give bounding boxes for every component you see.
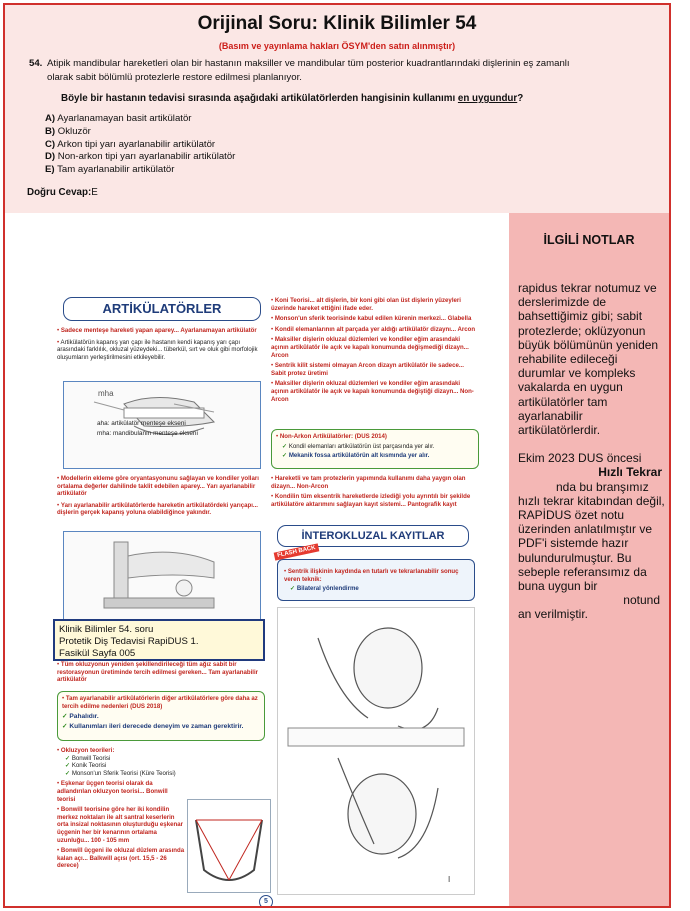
book-line: • Non-Arkon Artikülatörler: (DUS 2014) — [276, 433, 387, 440]
question-number: 54. — [29, 58, 43, 69]
notes-text — [518, 281, 666, 636]
caption-title: Klinik Bilimler 54. soru — [59, 624, 154, 635]
answer-value: E — [91, 187, 98, 198]
book-line: • Sadece menteşe hareketi yapan aparey... Ayarlanamayan artikülatör — [57, 327, 257, 334]
book-line: • Kondilin tüm eksentrik hareketlerde izlediği yolu ayrıntılı bir şekilde artikülatöre aktarımını sağlayan kayıt sistemi... Pantografik kayıt — [271, 493, 471, 508]
book-line: • Hareketli ve tam protezlerin yapımında kullanımı daha yaygın olan dizayn... Non-Arcon — [271, 475, 466, 490]
tam-ayarlanabilir-box — [57, 691, 265, 741]
option-e[interactable]: E) Tam ayarlanabilir artikülatör — [45, 164, 175, 176]
stem-line-2: olarak sabit bölümlü protezlerle restore edilmesi planlanıyor. — [47, 72, 302, 83]
book-line: ✓ Monson'un Sferik Teorisi (Küre Teorisi) — [65, 769, 176, 777]
source-caption-box — [53, 619, 265, 661]
book-line: • Koni Teorisi... alt dişlerin, bir koni gibi olan üst dişlerin yüzeyleri üzerinde hareket ettiğini ifade eder. — [271, 297, 461, 312]
ask-suffix: ? — [517, 93, 524, 104]
book-line: • Maksiller dişlerin okluzal düzlemleri ve kondiler eğim arasındaki açının artikülatör ile açık ve kapalı konumunda değiştiği dizayn... Non-Arcon — [271, 380, 474, 403]
option-c[interactable]: C) Arkon tipi yarı ayarlanabilir artikülatör — [45, 138, 216, 150]
stem-line-1: Atipik mandibular hareketleri olan bir hastanın maksiller ve mandibular tüm posterior kuadrantlarındaki dişlerinin eş zamanlı — [47, 58, 570, 69]
notes-paragraph-1: rapidus tekrar notumuz ve derslerimizde de bahsettiğimiz gibi; sabit protezlerde; oklüzyonun büyük bölümünün yeniden rehabilite edileceği durumlar ve kompleks vakalarda en uygun artikülatörler tam ayarlanabilir artikülatörlerdir. — [518, 281, 659, 438]
mandible-figure — [187, 799, 271, 893]
page-number: 5 — [259, 895, 273, 908]
book-line: • Tam ayarlanabilir artikülatörlerin diğer artikülatörlere göre daha az tercih edilme nedenleri (DUS 2018) — [62, 695, 258, 710]
book-line: ✓ Konik Teorisi — [65, 762, 107, 770]
figure-caption-aha: aha: artikülatör menteşe ekseni — [97, 420, 186, 427]
question-title: Orijinal Soru: Klinik Bilimler 54 — [197, 13, 477, 34]
book-line: • Sentrik kilit sistemi olmayan Arcon dizayn artikülatör ile sadece... Sabit protez üretimi — [271, 362, 464, 377]
notes-panel — [509, 213, 669, 908]
book-line: • Sentrik ilişkinin kaydında en tutarlı ve tekrarlanabilir sonuç veren teknik: — [284, 568, 459, 583]
book-line: • Eşkenar üçgen teorisi olarak da adlandırılan okluzyon teorisi... Bonwill teorisi — [57, 780, 168, 803]
book-line: • Okluzyon teorileri: — [57, 747, 115, 754]
left-column-top — [57, 327, 263, 361]
left-column-bottom — [57, 747, 185, 870]
heading-artikulatorler: ARTİKÜLATÖRLER — [63, 297, 261, 321]
bilateral-manipulation-illustration — [278, 608, 474, 894]
question-panel — [5, 5, 669, 213]
book-line: ✓ Kondil elemanları artikülatörün üst parçasında yer alır. — [282, 442, 435, 450]
book-line: • Modellerin ekleme göre oryantasyonunu sağlayan ve kondiler yolları ortalama değerler dahilinde taklit edebilen aparey... Yarı ayarlanabilir artikülatör — [57, 475, 259, 498]
flashback-box — [276, 545, 475, 601]
figure-captions — [97, 419, 267, 439]
book-line: • Tüm okluzyonun yeniden şekillendirileceği tüm ağız sabit bir restorasyonun üretiminde tercih edilmesi gereken... Tam ayarlanabilir artikülatör — [57, 661, 259, 684]
option-a[interactable]: A) Ayarlanamayan basit artikülatör — [45, 113, 192, 124]
left-column-middle — [57, 475, 263, 517]
non-arkon-box — [271, 429, 479, 469]
right-column-middle — [271, 475, 477, 508]
notes-title: İLGİLİ NOTLAR — [543, 233, 635, 247]
right-column-top — [271, 297, 477, 403]
correct-answer — [27, 187, 98, 198]
flashback-badge: FLASH BACK — [274, 543, 320, 560]
options-list — [45, 113, 235, 177]
option-d[interactable]: D) Non-arkon tipi yarı ayarlanabilir artikülatör — [45, 151, 236, 163]
svg-text:mha: mha — [98, 389, 114, 398]
book-page-image — [49, 289, 481, 908]
question-ask — [61, 93, 523, 104]
book-line: • Artikülatörün kapanış yarı çapı ile hastanın kendi kapanış yarı çapı arasındaki farklılık, okluzal yüzeydeki... tüberkül, sırt ve oluk gibi morfolojik oluşumların yerleştirilmesini etkileyebilir. — [57, 338, 258, 361]
option-b[interactable]: B) Okluzör — [45, 125, 91, 137]
book-line: • Yarı ayarlanabilir artikülatörlerde hareketin artikülatördeki yarıçapı... dişlerin gerçek kapanış yoluna olabildiğince yakındır. — [57, 501, 258, 517]
book-line: ✓ Mekanik fossa artikülatörün alt kısmında yer alır. — [282, 452, 430, 460]
notes-paragraph-2: Ekim 2023 DUS öncesi Hızlı Tekrar nda bu branşımız hızlı tekrar kitabından değil, RAPİDUS özet notu üzerinden anlatılmıştır ve PDF'i sistemde hazır bulundurulmuştur. Bu sebeple referansımız da buna uygun bir notund an verilmiştir. — [518, 451, 665, 622]
book-line: • Bonwill teorisine göre her iki kondilin merkez noktaları ile alt santral keserlerin orta insizal noktasının oluşturduğu eşkenar üçgenin her bir kenarının ortalama uzunluğu... 100 - 105 mm — [57, 806, 183, 844]
book-line: ✓ Pahalıdır. — [62, 713, 99, 721]
articulator-device-illustration — [64, 532, 260, 620]
ask-emphasis: en uygundur — [457, 93, 518, 104]
copyright-note: (Basım ve yayınlama hakları ÖSYM'den satın alınmıştır) — [218, 41, 456, 51]
patient-figure — [277, 607, 475, 895]
ask-prefix: Böyle bir hastanın tedavisi sırasında aşağıdaki artikülatörlerden hangisinin kullanımı — [61, 93, 458, 104]
heading-interokluzal: İNTEROKLUZAL KAYITLAR — [277, 525, 469, 547]
book-line: • Monson'un sferik teorisinde kabul edilen kürenin merkezi... Glabella — [271, 315, 472, 323]
caption-page: Fasikül Sayfa 005 — [59, 647, 136, 659]
book-line: • Kondil elemanlarının alt parçada yer aldığı artikülatör dizaynı... Arcon — [271, 325, 476, 333]
caption-book: Protetik Diş Tedavisi RapiDUS 1. — [59, 635, 199, 647]
mandible-illustration — [188, 800, 270, 892]
book-line: ✓ Bonwill Teorisi — [65, 754, 111, 762]
question-stem — [29, 57, 639, 85]
svg-text:I: I — [448, 875, 451, 884]
device-figure — [63, 531, 261, 621]
book-line: • Bonwill üçgeni ile okluzal düzlem arasında kalan açı... Balkwill açısı (ort. 15,5 - 26 derece) — [57, 847, 185, 870]
book-line: • Maksiller dişlerin okluzal düzlemleri ve kondiler eğim arasındaki açının artikülatör ile açık ve kapalı konumunda değişmediği dizayn... Arcon — [271, 336, 469, 359]
answer-label: Doğru Cevap: — [27, 187, 92, 198]
book-line: ✓ Bilateral yönlendirme — [290, 585, 359, 593]
page-frame — [3, 3, 671, 908]
book-line: ✓ Kullanımları ileri derecede deneyim ve zaman gerektirir. — [62, 722, 244, 730]
left-column-lower — [57, 661, 263, 684]
figure-caption-mha: mha: mandibulanın menteşe ekseni — [97, 430, 198, 437]
